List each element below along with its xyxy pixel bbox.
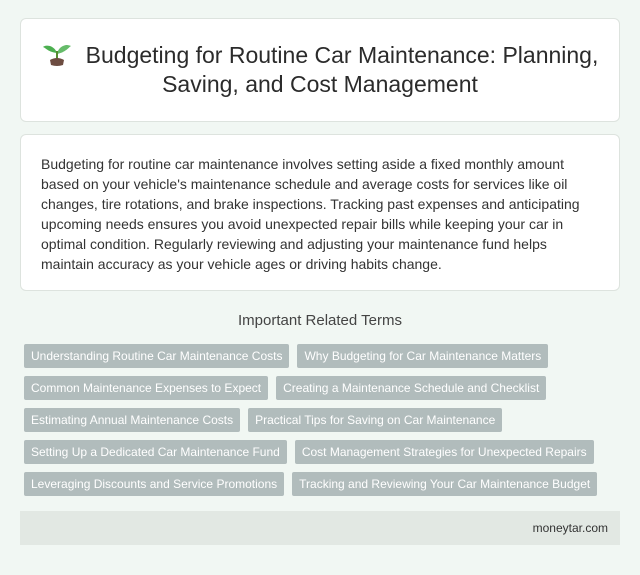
related-term-tag[interactable]: Tracking and Reviewing Your Car Maintenance Budget <box>292 472 597 496</box>
summary-text: Budgeting for routine car maintenance involves setting aside a fixed monthly amount based on your vehicle's maintenance schedule and average costs for services like oil changes, tire rotations, and brake inspections. Tracking past expenses and anticipating upcoming needs ensures you avoid unexpected repair bills while keeping your car in optimal condition. Regularly reviewing and adjusting your maintenance fund helps maintain accuracy as your vehicle ages or driving habits change. <box>41 156 580 272</box>
related-term-tag[interactable]: Estimating Annual Maintenance Costs <box>24 408 240 432</box>
tag-row <box>24 408 624 432</box>
related-terms-heading: Important Related Terms <box>238 312 402 329</box>
related-term-tag[interactable]: Leveraging Discounts and Service Promotions <box>24 472 284 496</box>
tag-row <box>24 344 624 368</box>
related-term-tag[interactable]: Understanding Routine Car Maintenance Costs <box>24 344 289 368</box>
related-term-tag[interactable]: Common Maintenance Expenses to Expect <box>24 376 268 400</box>
related-terms-list <box>24 344 624 504</box>
related-term-tag[interactable]: Why Budgeting for Car Maintenance Matters <box>297 344 548 368</box>
summary-card <box>20 134 620 291</box>
seedling-icon <box>42 41 72 67</box>
site-name[interactable]: moneytar.com <box>532 521 608 535</box>
related-term-tag[interactable]: Creating a Maintenance Schedule and Checklist <box>276 376 546 400</box>
tag-row <box>24 472 624 496</box>
related-term-tag[interactable]: Setting Up a Dedicated Car Maintenance Fund <box>24 440 287 464</box>
related-term-tag[interactable]: Practical Tips for Saving on Car Maintenance <box>248 408 502 432</box>
title-card <box>20 18 620 122</box>
tag-row <box>24 376 624 400</box>
page-title <box>21 41 619 99</box>
page-title-text: Budgeting for Routine Car Maintenance: Planning, Saving, and Cost Management <box>85 42 599 97</box>
footer <box>20 511 620 545</box>
related-term-tag[interactable]: Cost Management Strategies for Unexpected Repairs <box>295 440 594 464</box>
tag-row <box>24 440 624 464</box>
